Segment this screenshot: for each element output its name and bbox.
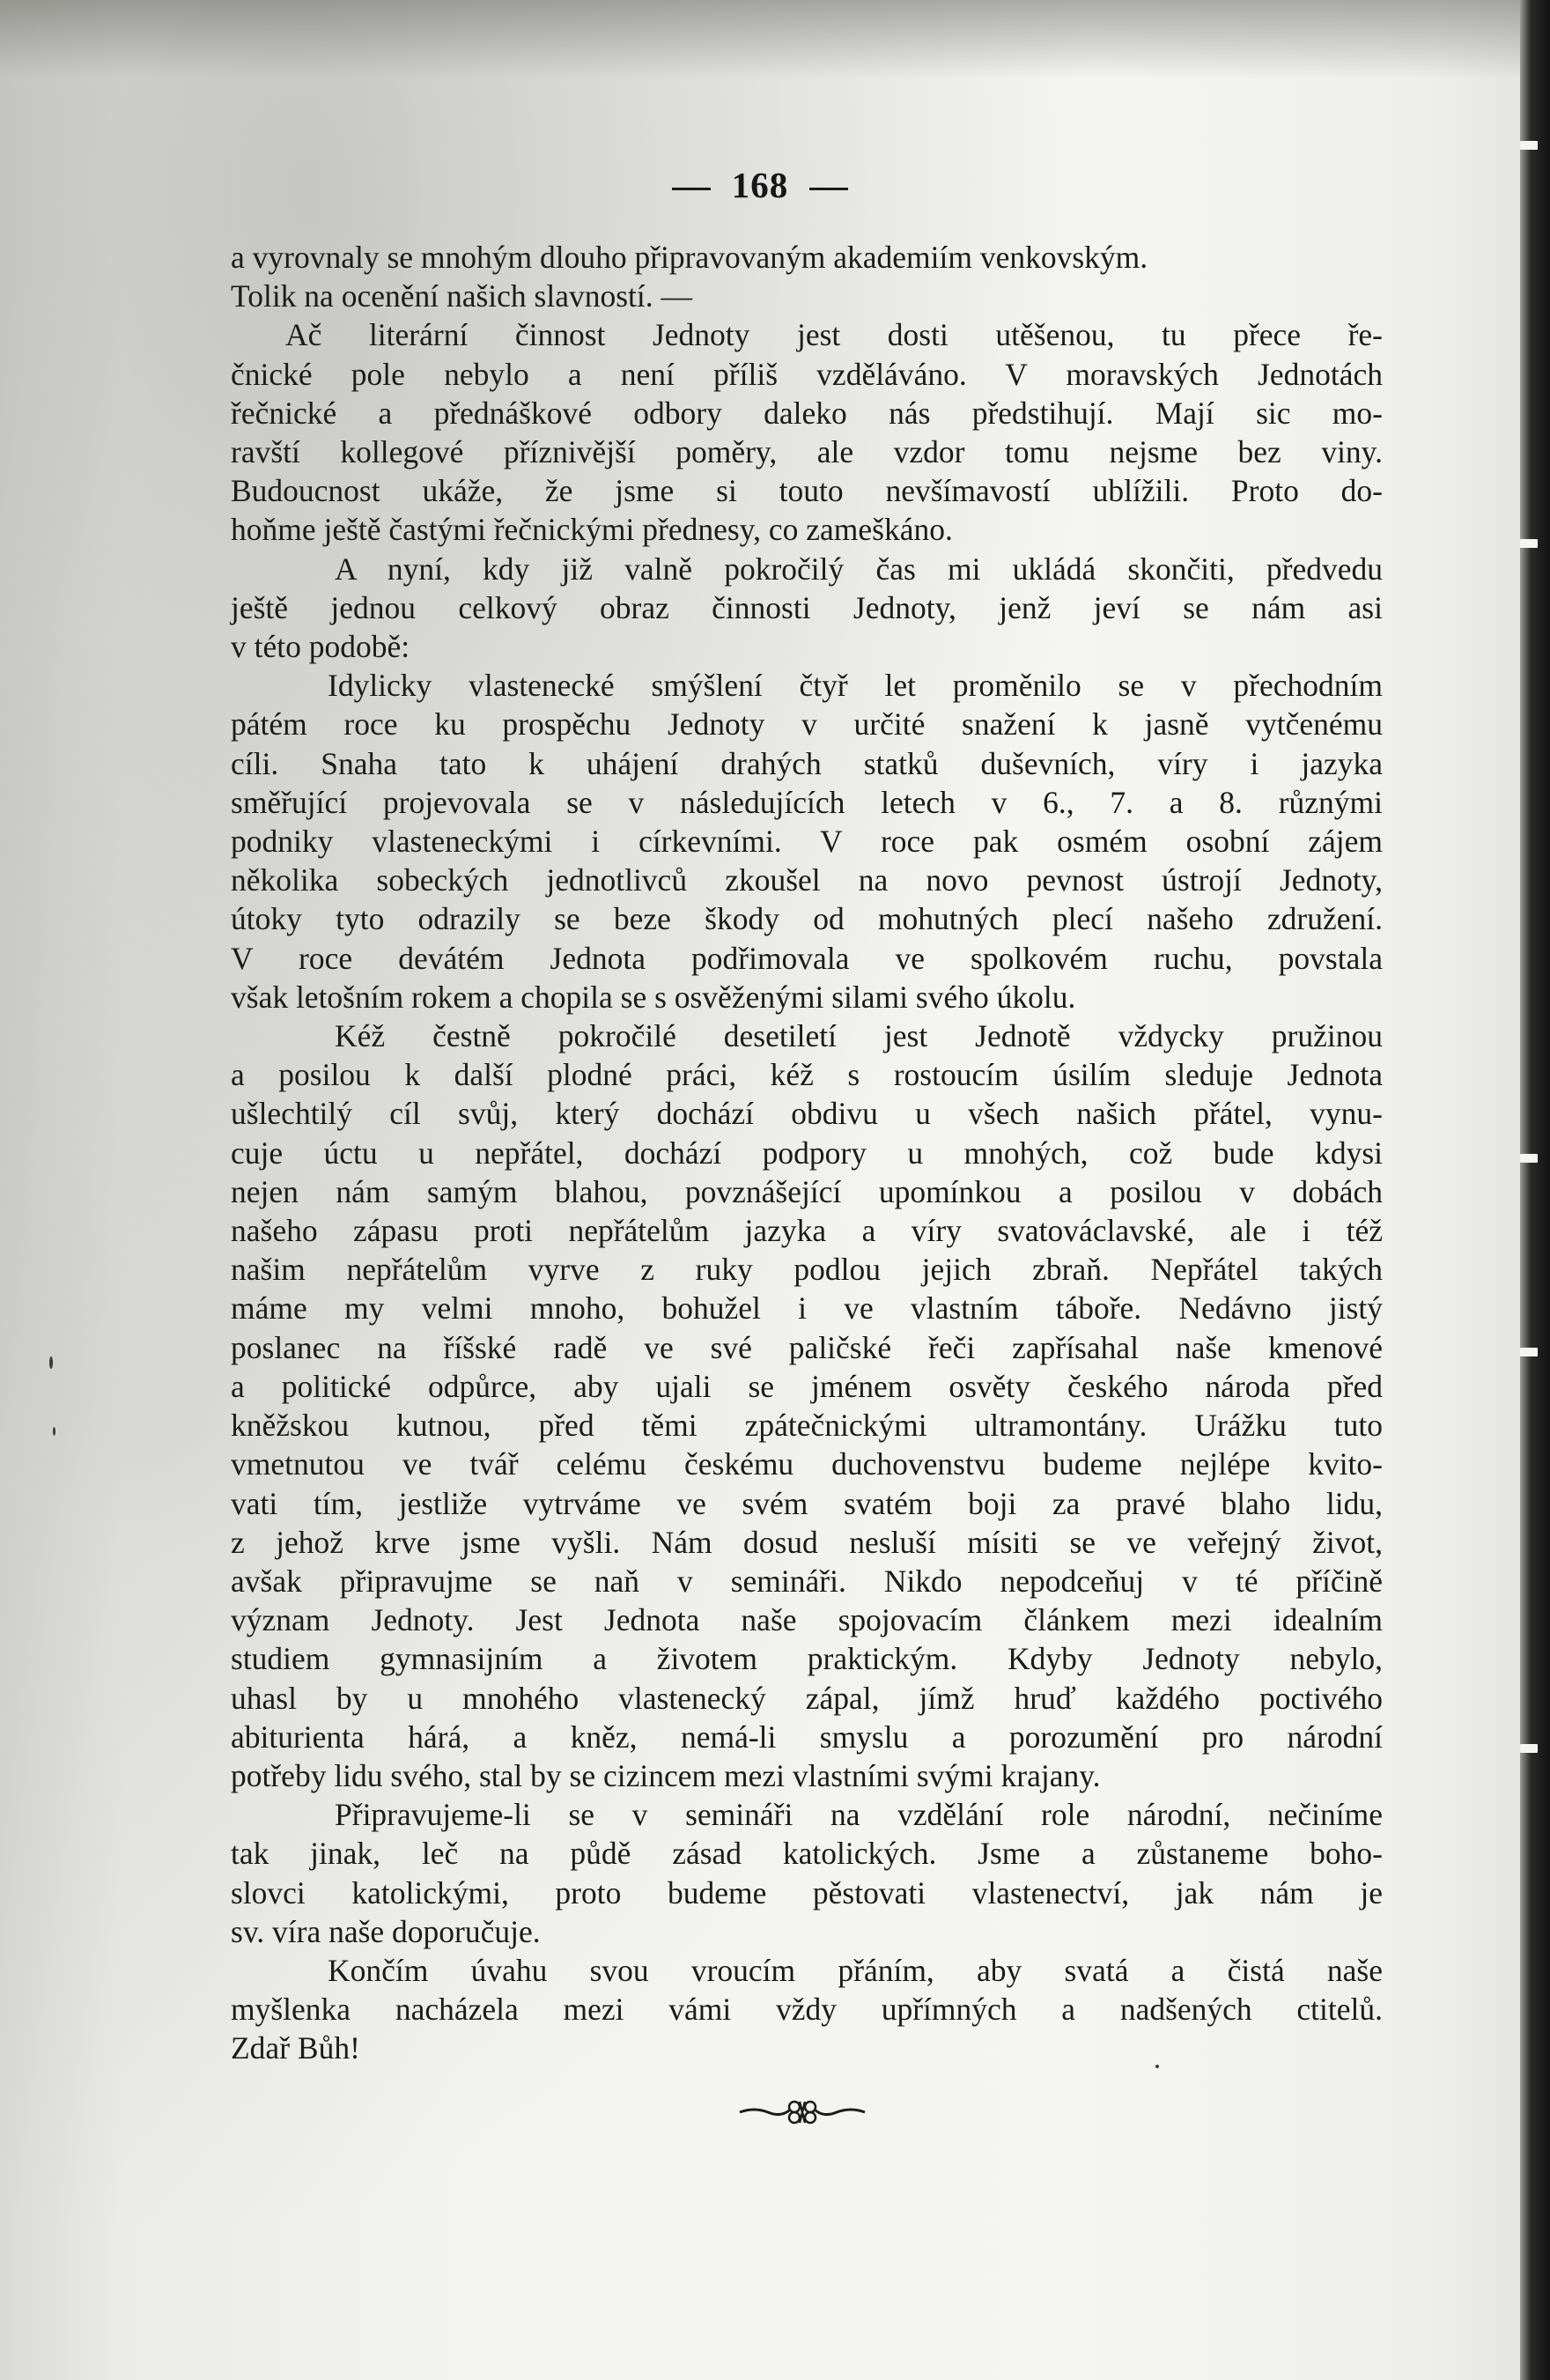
text-line: potřeby lidu svého, stal by se cizincem mezi vlastními svými krajany. (231, 1757, 1101, 1793)
text-line: cíli. Snaha tato k uhájení drahých statků duševních, víry i jazyka (231, 745, 1383, 781)
text-line: čnické pole nebylo a není příliš vzděláváno. V moravských Jednotách (231, 356, 1383, 392)
scan-speck (53, 1427, 55, 1436)
text-line: našeho zápasu proti nepřátelům jazyka a víry svatováclavské, ale i též (231, 1213, 1383, 1249)
scan-speck (1155, 2065, 1159, 2068)
text-line: však letošním rokem a chopila se s osvěženými silami svého úkolu. (231, 979, 1076, 1015)
text-line: myšlenka nacházela mezi vámi vždy upřímných a nadšených ctitelů. (231, 1992, 1383, 2028)
text-line: sv. víra naše doporučuje. (231, 1913, 541, 1949)
text-line: útoky tyto odrazily se beze škody od mohutných plecí našeho združení. (231, 901, 1383, 937)
text-line: ušlechtilý cíl svůj, který dochází obdivu u všech našich přátel, vynu- (231, 1096, 1383, 1132)
text-line: avšak připravujme se naň v semináři. Nikdo nepodceňuj v té příčině (231, 1563, 1383, 1599)
text-line: uhasl by u mnohého vlastenecký zápal, jímž hruď každého poctivého (231, 1680, 1383, 1716)
text-line: Končím úvahu svou vroucím přáním, aby svatá a čistá naše (328, 1952, 1383, 1988)
text-line: ravští kollegové příznivější poměry, ale vzdor tomu nejsme bez viny. (231, 434, 1383, 470)
text-line: tak jinak, leč na půdě zásad katolických. Jsme a zůstaneme boho- (231, 1836, 1383, 1872)
text-line: řečnické a přednáškové odbory daleko nás předstihují. Mají sic mo- (231, 395, 1383, 431)
text-line: poslanec na říšské radě ve své paličské řeči zapřísahal naše kmenové (231, 1329, 1383, 1365)
text-line: několika sobeckých jednotlivců zkoušel na novo pevnost ústrojí Jednoty, (231, 862, 1383, 898)
text-line: abiturienta hárá, a kněz, nemá-li smyslu a porozumění pro národní (231, 1718, 1383, 1755)
text-line: cuje úctu u nepřátel, dochází podpory u mnohých, což bude kdysi (231, 1135, 1383, 1171)
text-line: Ač literární činnost Jednoty jest dosti utěšenou, tu přece ře- (285, 317, 1383, 353)
text-line: a posilou k další plodné práci, kéž s rostoucím úsilím sleduje Jednota (231, 1057, 1383, 1093)
text-line: podniky vlasteneckými i církevními. V roce pak osmém osobní zájem (231, 824, 1383, 860)
text-line: a vyrovnaly se mnohým dlouho připravovaným akademiím venkovským. (231, 240, 1148, 275)
text-line: máme my velmi mnoho, bohužel i ve vlastním táboře. Nedávno jistý (231, 1290, 1383, 1327)
edge-mark (1520, 539, 1538, 548)
text-line: z jehož krve jsme vyšli. Nám dosud nesluší mísiti se ve veřejný život, (231, 1524, 1383, 1560)
text-line: Tolik na ocenění našich slavností. — (231, 278, 692, 314)
page-number-dash-right (809, 188, 848, 190)
page-number-dash-left (672, 188, 711, 190)
text-line: V roce devátém Jednota podřimovala ve spolkovém ruchu, povstala (231, 940, 1383, 976)
edge-mark (1520, 1744, 1538, 1753)
text-line: ještě jednou celkový obraz činnosti Jednoty, jenž jeví se nám asi (231, 589, 1383, 625)
text-line: hoňme ještě častými řečnickými přednesy, co zameškáno. (231, 512, 953, 548)
page-edge (1520, 0, 1550, 2380)
scan-speck (49, 1356, 53, 1369)
text-line: směřující projevovala se v následujících letech v 6., 7. a 8. různými (231, 784, 1383, 820)
text-line: našim nepřátelům vyrve z ruky podlou jejich zbraň. Nepřátel takých (231, 1252, 1383, 1288)
text-line: v této podobě: (231, 629, 410, 665)
edge-mark (1520, 1348, 1538, 1356)
edge-mark (1520, 141, 1538, 150)
text-line: kněžskou kutnou, před těmi zpátečnickými ultramontány. Urážku tuto (231, 1408, 1383, 1444)
text-line: Připravujeme-li se v semináři na vzdělání role národní, nečiníme (335, 1797, 1383, 1833)
text-line: pátém roce ku prospěchu Jednoty v určité snažení k jasně vytčenému (231, 706, 1383, 743)
page-number-value: 168 (731, 165, 789, 205)
text-line: studiem gymnasijním a životem praktickým. Kdyby Jednoty nebylo, (231, 1641, 1383, 1677)
ornament-divider (736, 2095, 868, 2130)
text-line: slovci katolickými, proto budeme pěstovati vlastenectví, jak nám je (231, 1874, 1383, 1911)
text-line: a politické odpůrce, aby ujali se jménem osvěty českého národa před (231, 1368, 1383, 1404)
text-line: Zdař Bůh! (231, 2030, 360, 2066)
edge-mark (1520, 1154, 1538, 1163)
text-line: Idylicky vlastenecké smýšlení čtyř let proměnilo se v přechodním (328, 668, 1383, 704)
text-line: vati tím, jestliže vytrváme ve svém svatém boji za pravé blaho lidu, (231, 1485, 1383, 1521)
text-line: Kéž čestně pokročilé desetiletí jest Jednotě vždycky pružinou (335, 1018, 1383, 1054)
page-number (0, 164, 1520, 206)
text-line: význam Jednoty. Jest Jednota naše spojovacím článkem mezi idealním (231, 1602, 1383, 1638)
text-line: A nyní, kdy již valně pokročilý čas mi ukládá skončiti, předvedu (335, 551, 1383, 587)
text-line: nejen nám samým blahou, povznášející upomínkou a posilou v dobách (231, 1173, 1383, 1209)
body-text (231, 238, 1383, 2068)
top-shadow (0, 0, 1520, 79)
text-line: Budoucnost ukáže, že jsme si touto nevšímavostí ublížili. Proto do- (231, 473, 1383, 509)
text-line: vmetnutou ve tvář celému českému duchovenstvu budeme nejlépe kvito- (231, 1446, 1383, 1482)
